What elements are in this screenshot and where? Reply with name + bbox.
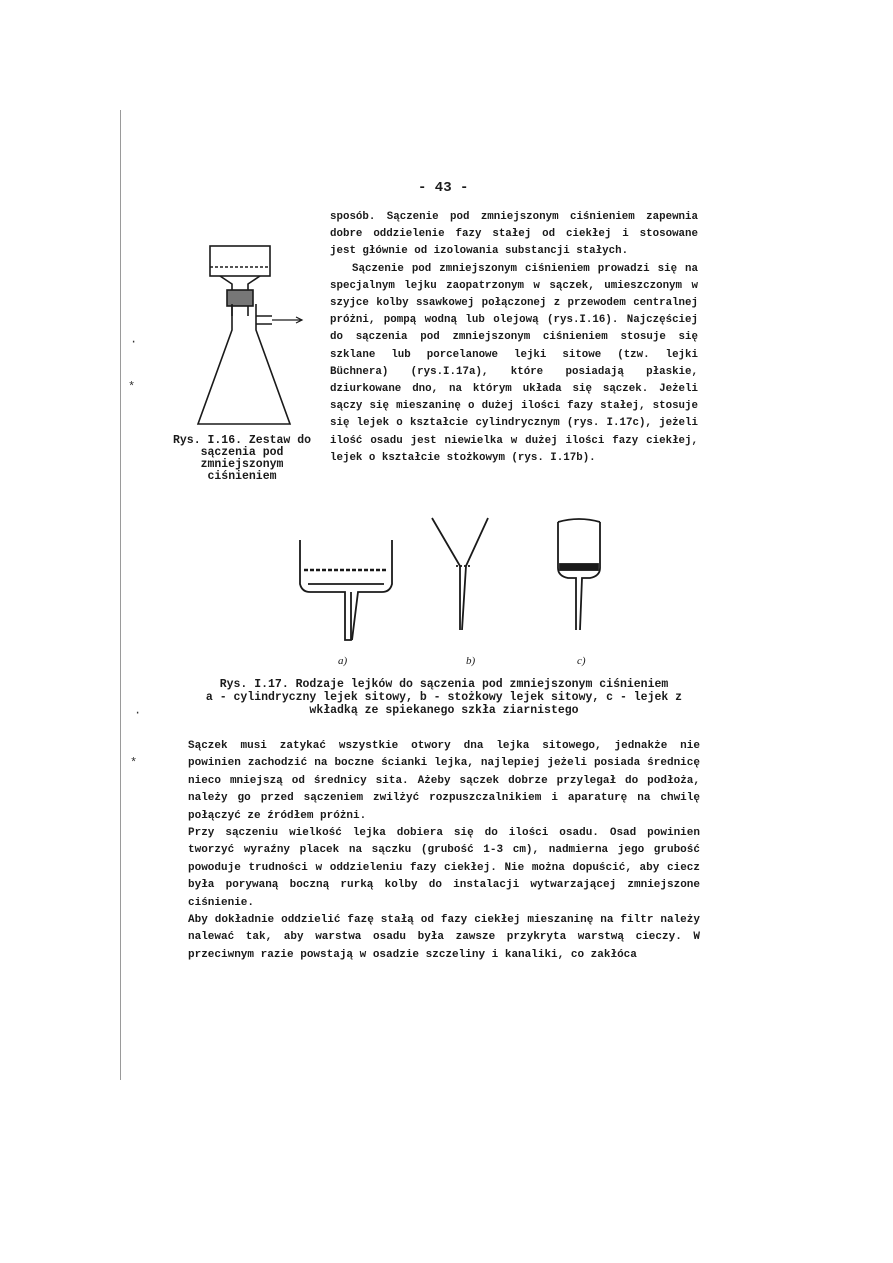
funnel-a-cylindrical [300,540,392,640]
intro-paragraph: sposób. Sączenie pod zmniejszonym ciśnieniem zapewnia dobre oddzielenie fazy stałej od ciekłej i stosowane jest głównie od izolowania substancji stałych. [330,211,698,258]
figure-17-caption-title: Rys. I.17. Rodzaje lejków do sączenia pod zmniejszonym ciśnieniem [219,678,669,691]
intro-text [330,209,698,467]
scan-speck: · [134,706,142,720]
body-text [188,738,700,964]
scan-speck: * [128,380,136,394]
figure-16-suction-filtration-setup [180,238,310,438]
suction-flask [198,304,290,424]
scan-speck: * [130,756,138,770]
funnel-c-fritted [558,519,600,630]
figure-17-funnel-types [290,512,620,677]
page-number: - 43 - [418,180,469,196]
rubber-stopper [227,290,253,306]
figure-16-caption: Rys. I.16. Zestaw do sączenia pod zmniejszonym ciśnieniem [172,434,312,483]
flask-side-arm [256,316,272,324]
figure-17-label-b: b) [466,655,476,667]
scan-speck: · [130,335,138,349]
margin-line [120,110,121,1080]
intro-paragraph: Sączenie pod zmniejszonym ciśnieniem prowadzi się na specjalnym lejku zaopatrzonym w sączek, umieszczonym w szyjce kolby ssawkowej połączonej z przewodem centralnej próżni, pompą wodną lub olejową (rys.I.16). Najczęściej do sączenia pod zmniejszonym ciśnieniem stosuje się szklane lub porcelanowe lejki sitowe (tzw. lejki Büchnera) (rys.I.17a), które posiadają płaskie, dziurkowane dno, na którym układa się sączek. Jeżeli sączy się mieszaninę o dużej ilości fazy stałej, stosuje się lejek o kształcie cylindrycznym (rys. I.17c), jeżeli ilość osadu jest niewielka w dużej ilości fazy ciekłej, lejek o kształcie stożkowym (rys. I.17b). [330,262,698,464]
figure-17-caption [188,678,700,717]
body-paragraph: Przy sączeniu wielkość lejka dobiera się do ilości osadu. Osad powinien tworzyć wyraźny placek na sączku (grubość 1-3 cm), nadmierna jego grubość powoduje trudności w oddzieleniu fazy ciekłej. Nie można dopuścić, aby ciecz była porywaną boczną rurką kolby do instalacji wytwarzającej zmniejszone ciśnienie. [188,827,700,909]
figure-17-label-c: c) [577,655,586,667]
body-paragraph: Sączek musi zatykać wszystkie otwory dna lejka sitowego, jednakże nie powinien zachodzić na boczne ścianki lejka, najlepiej jeżeli posiada średnicę nieco mniejszą od średnicy sita. Ażeby sączek dobrze przylegał do podłoża, należy go przed sączeniem zwilżyć rozpuszczalnikiem i aparaturę na chwilę połączyć ze źródłem próżni. [188,740,700,822]
buchner-funnel-head [210,246,270,276]
figure-17-label-a: a) [338,655,348,667]
figure-17-caption-legend: a - cylindryczny lejek sitowy, b - stożkowy lejek sitowy, c - lejek z wkładką ze spiekanego szkła ziarnistego [205,691,683,717]
funnel-b-conical [432,518,488,630]
body-paragraph: Aby dokładnie oddzielić fazę stałą od fazy ciekłej mieszaninę na filtr należy nalewać tak, aby warstwa osadu była zawsze przykryta warstwą cieczy. W przeciwnym razie powstają w osadzie szczeliny i kanaliki, co zakłóca [188,914,700,961]
